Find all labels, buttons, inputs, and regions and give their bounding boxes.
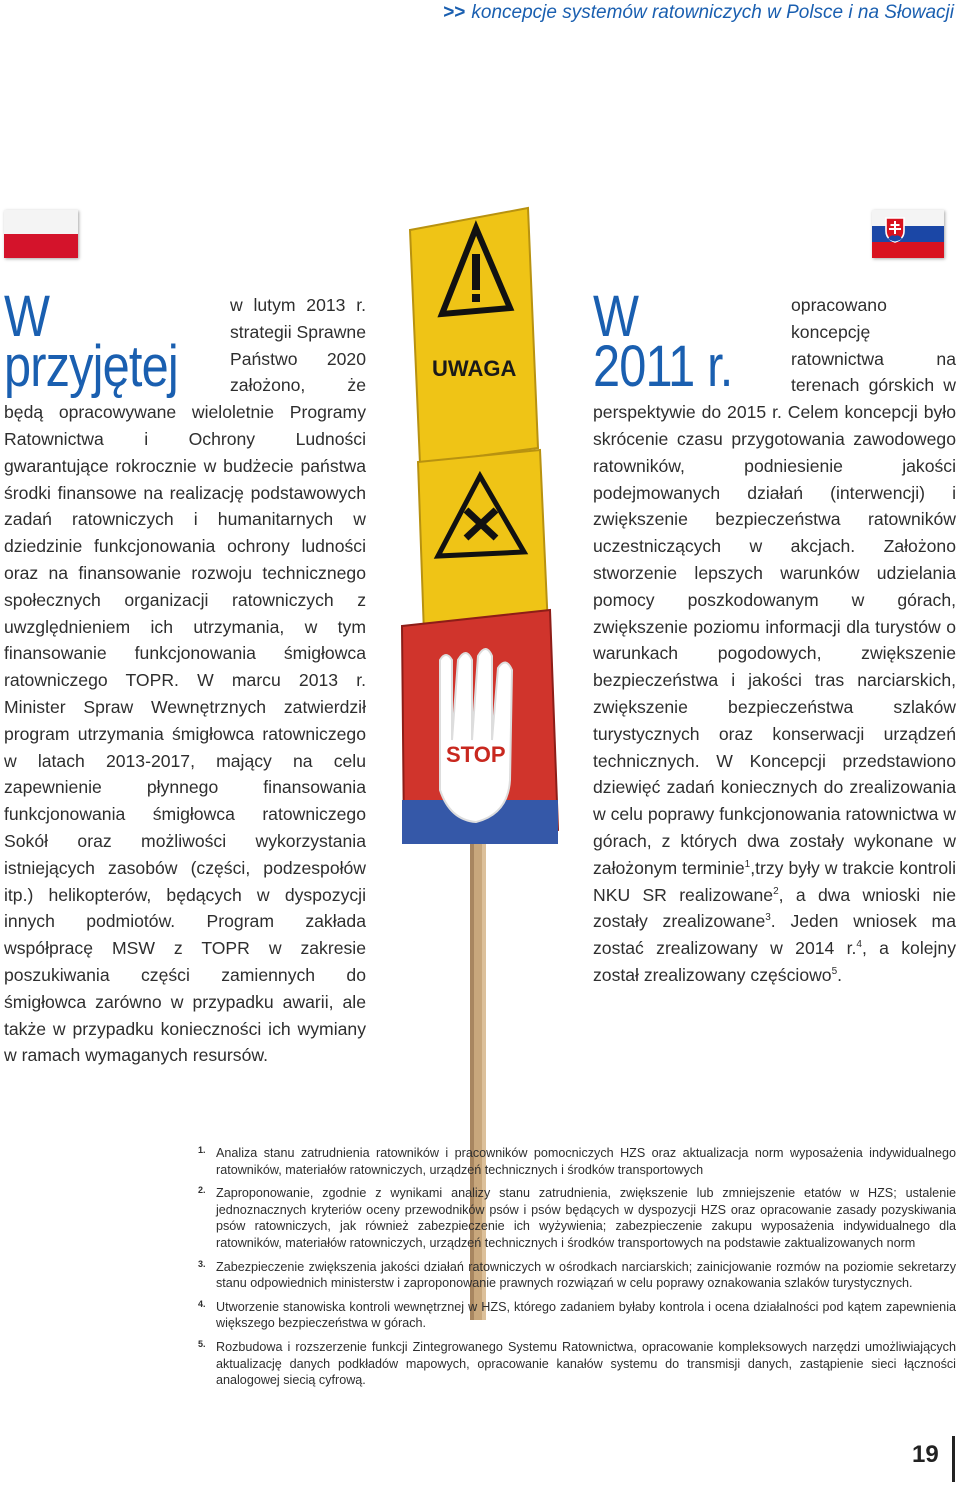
footnote-5: 5. Rozbudowa i rozszerzenie funkcji Zintegrowanego Systemu Ratownictwa, opracowanie kompleksowych narzędzi umożliwiających aktualizację danych podkładów mapowych, opracowanie kanałów systemu do transmisji danych, zastąpienie sieci łączności analogowej siecią cyfrową. bbox=[198, 1338, 956, 1388]
page-number-bar bbox=[952, 1436, 955, 1482]
footnote-ref-5: 5 bbox=[831, 966, 838, 978]
uwaga-sign-text: UWAGA bbox=[432, 356, 517, 381]
footnote-ref-1: 1 bbox=[744, 858, 751, 870]
hand-icon bbox=[440, 649, 512, 822]
right-lead-in: W 2011 r. bbox=[593, 284, 733, 399]
footnote-1: 1. Analiza stanu zatrudnienia ratowników i pracowników pomocniczych HZS oraz aktualizacja norm wyposażenia indywidualnego ratowników, materiałów ratowniczych, urządzeń technicznych i środków transportowych bbox=[198, 1145, 956, 1177]
right-column-article bbox=[593, 284, 957, 989]
left-lead-in: W przyjętej bbox=[4, 284, 178, 399]
left-body-text: w lutym 2013 r. strategii Sprawne Państwo 2020 założono, że będą opracowywane wieloletnie Programy Ratownictwa i Ochrony Ludności gwarantujące rokrocznie w budżecie państwa środki finansowe na realizację podstawowych zadań ratowniczych i humanitarnych w dziedzinie funkcjonowania ochrony ludności oraz na finansowanie rozwoju technicznego społecznych organizacji ratowniczych z uwzględnieniem ich utrzymania, w tym finansowanie funkcjonowania śmigłowca ratowniczego TOPR. W marcu 2013 r. Minister Spraw Wewnętrznych zatwierdził program utrzymania śmigłowca ratowniczego w latach 2013-2017, mający na celu zapewnienie płynnego finansowania funkcjonowania śmigłowca ratowniczego Sokół oraz możliwości wykorzystania istniejących zasobów (części, podzespołów itp.) helikopterów, będących w dyspozycji innych podmiotów. Program zakłada współpracę MSW z TOPR w zakresie poszukiwania części zamiennych do śmigłowca zarówno w przypadku awarii, ale także w przypadku konieczności ich wymiany w ramach wymaganych resursów. bbox=[4, 295, 366, 1066]
header-title: koncepcje systemów ratowniczych w Polsce i na Słowacji bbox=[471, 2, 954, 23]
footnote-3: 3. Zabezpieczenie zwiększenia jakości działań ratowniczych w ośrodkach narciarskich; zainicjowanie rozmów na poziomie sekretarzy stanu odpowiednich ministerstw i zaproponowanie prawnych rozwiązań w celu poprawy oznakowania szlaków turystycznych. bbox=[198, 1258, 956, 1291]
page-number: 19 bbox=[912, 1441, 939, 1468]
right-body-text: opracowano koncepcję ratownictwa na terenach górskich w perspektywie do 2015 r. Celem koncepcji było skrócenie czasu przygotowania zawodowego ratowników, podniesienie jakości podejmowanych działań (interwencji) i zwiększenie bezpieczeństwa ratowników uczestniczących w akcjach. Założono stworzenie lepszych warunków udzielania pomocy poszkodowanym w górach, zwiększenie poziomu informacji dla turystów o warunkach pogodowych, zwiększenie bezpieczeństwa i jakości tras narciarskich, zwiększenie bezpieczeństwa szlaków turystycznych oraz konserwacji urządzeń technicznych. W Koncepcji przedstawiono dziewięć zadań koniecznych do zrealizowania w celu poprawy funkcjonowania ratownictwa w górach, z których dwa zostały wykonane w założonym terminie$^1$,trzy były w trakcie kontroli NKU SR realizowane$^2$, a dwa wnioski nie zostały zrealizowane$^3$. Jeden wniosek ma zostać zrealizowany w 2014 r.$^4$, a kolejny został zrealizowany częściowo$^5$. bbox=[593, 295, 957, 985]
header-chevrons: >> bbox=[443, 2, 466, 23]
stop-sign-text: STOP bbox=[446, 742, 506, 767]
footnotes bbox=[198, 1145, 956, 1396]
slovakia-flag-icon bbox=[872, 210, 944, 258]
footnote-2: 2. Zaproponowanie, zgodnie z wynikami analizy stanu zatrudnienia, zwiększenie lub zmniejszenie etatów w HZS; ustalenie jednoznacznych kryteriów oceny przewodników psów i psów będących w dyspozycji HZS oraz opracowanie zasady pozyskiwania psów ratowniczych, jak również zabezpieczenie ich wyżywienia; zabezpieczenie zakupu wyposażenia indywidualnego dla ratowników, materiałów ratowniczych, urządzeń technicznych i środków transportowych na podstawie zaktualizowanych norm bbox=[198, 1185, 956, 1250]
left-column-article bbox=[4, 284, 366, 1069]
footnote-ref-4: 4 bbox=[856, 939, 862, 951]
warning-sign-top bbox=[410, 208, 538, 464]
running-header bbox=[0, 0, 960, 32]
footnote-ref-3: 3 bbox=[765, 912, 771, 924]
poland-flag-icon bbox=[4, 210, 78, 258]
footnote-4: 4. Utworzenie stanowiska kontroli wewnętrznej w HZS, którego zadaniem byłaby kontrola i ocena działalności pod kątem zapewnienia większego bezpieczeństwa w górach. bbox=[198, 1298, 956, 1331]
footnote-ref-2: 2 bbox=[773, 885, 779, 897]
